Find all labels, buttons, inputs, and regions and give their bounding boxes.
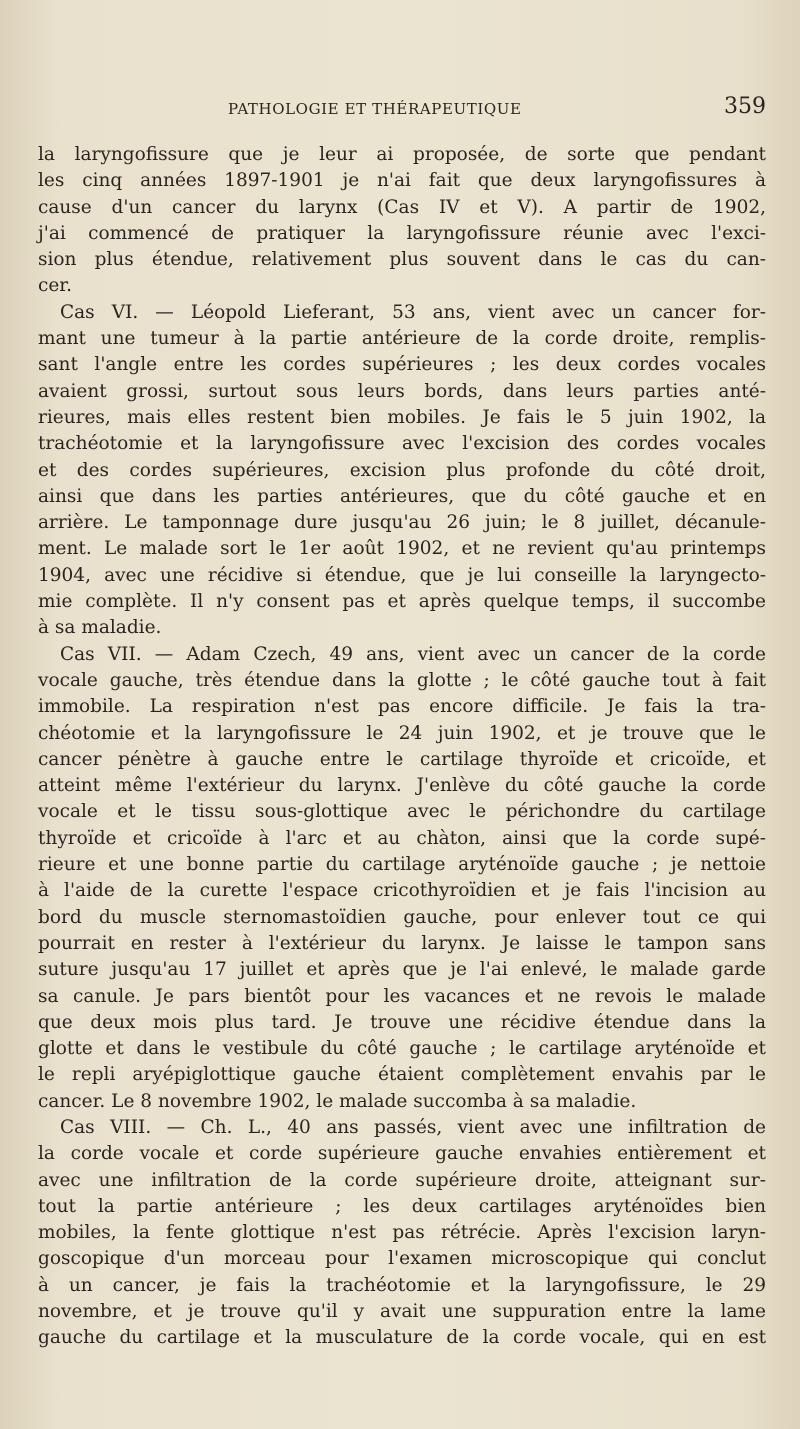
- page-number: 359: [724, 94, 766, 119]
- running-head: PATHOLOGIE ET THÉRAPEUTIQUE: [228, 100, 522, 118]
- text-line: à un cancer, je fais la trachéotomie et la laryngofissure, le 29: [38, 1274, 766, 1296]
- text-line: cause d'un cancer du larynx (Cas IV et V). A partir de 1902,: [38, 196, 766, 218]
- text-line: à sa maladie.: [38, 617, 162, 639]
- text-line: vocale et le tissu sous-glottique avec le périchondre du cartilage: [38, 801, 766, 823]
- text-line: sant l'angle entre les cordes supérieures ; les deux cordes vocales: [38, 354, 766, 376]
- text-line: pourrait en rester à l'extérieur du larynx. Je laisse le tampon sans: [38, 932, 766, 954]
- text-line: Cas VIII. — Ch. L., 40 ans passés, vient avec une infiltration de: [60, 1116, 766, 1138]
- text-line: cancer pénètre à gauche entre le cartilage thyroïde et cricoïde, et: [38, 748, 766, 770]
- text-line: gauche du cartilage et la musculature de la corde vocale, qui en est: [38, 1327, 766, 1349]
- text-line: bord du muscle sternomastoïdien gauche, pour enlever tout ce qui: [38, 906, 766, 928]
- text-line: Cas VI. — Léopold Lieferant, 53 ans, vient avec un cancer for-: [60, 301, 766, 323]
- text-line: à l'aide de la curette l'espace cricothyroïdien et je fais l'incision au: [38, 880, 766, 902]
- text-line: la laryngofissure que je leur ai proposée, de sorte que pendant: [38, 144, 766, 165]
- text-line: avaient grossi, surtout sous leurs bords, dans leurs parties anté-: [38, 380, 766, 402]
- text-line: goscopique d'un morceau pour l'examen microscopique qui conclut: [38, 1248, 766, 1270]
- text-line: rieure et une bonne partie du cartilage aryténoïde gauche ; je nettoie: [38, 854, 766, 876]
- text-line: suture jusqu'au 17 juillet et après que je l'ai enlevé, le malade garde: [38, 959, 766, 981]
- text-line: mobiles, la fente glottique n'est pas rétrécie. Après l'excision laryn-: [38, 1222, 766, 1244]
- text-line: mie complète. Il n'y consent pas et après quelque temps, il succombe: [38, 591, 766, 613]
- text-line: le repli aryépiglottique gauche étaient complètement envahis par le: [38, 1064, 766, 1086]
- text-line: immobile. La respiration n'est pas encore difficile. Je fais la tra-: [38, 696, 766, 718]
- text-line: et des cordes supérieures, excision plus profonde du côté droit,: [38, 459, 766, 481]
- text-line: tout la partie antérieure ; les deux cartilages aryténoïdes bien: [38, 1195, 766, 1217]
- text-line: atteint même l'extérieur du larynx. J'enlève du côté gauche la corde: [38, 775, 766, 797]
- text-line: chéotomie et la laryngofissure le 24 juin 1902, et je trouve que le: [38, 722, 766, 744]
- text-line: la corde vocale et corde supérieure gauche envahies entièrement et: [38, 1143, 766, 1165]
- text-line: cer.: [38, 275, 73, 297]
- text-line: mant une tumeur à la partie antérieure de la corde droite, remplis-: [38, 328, 766, 350]
- body-text: [38, 142, 766, 1352]
- text-line: sion plus étendue, relativement plus souvent dans le cas du can-: [38, 249, 766, 271]
- text-line: trachéotomie et la laryngofissure avec l'excision des cordes vocales: [38, 433, 766, 455]
- text-line: ainsi que dans les parties antérieures, que du côté gauche et en: [38, 485, 766, 507]
- text-line: les cinq années 1897-1901 je n'ai fait que deux laryngofissures à: [38, 170, 766, 192]
- text-line: sa canule. Je pars bientôt pour les vacances et ne revois le malade: [38, 985, 766, 1007]
- page-header: [228, 94, 766, 126]
- text-line: 1904, avec une récidive si étendue, que je lui conseille la laryngecto-: [38, 564, 766, 586]
- text-line: novembre, et je trouve qu'il y avait une suppuration entre la lame: [38, 1301, 766, 1323]
- text-line: rieures, mais elles restent bien mobiles. Je fais le 5 juin 1902, la: [38, 406, 766, 428]
- text-line: vocale gauche, très étendue dans la glotte ; le côté gauche tout à fait: [38, 669, 766, 691]
- text-line: que deux mois plus tard. Je trouve une récidive étendue dans la: [38, 1011, 766, 1033]
- text-line: ment. Le malade sort le 1er août 1902, et ne revient qu'au printemps: [38, 538, 766, 560]
- text-line: thyroïde et cricoïde à l'arc et au chàton, ainsi que la corde supé-: [38, 827, 766, 849]
- text-line: avec une infiltration de la corde supérieure droite, atteignant sur-: [38, 1169, 766, 1191]
- text-line: arrière. Le tamponnage dure jusqu'au 26 juin; le 8 juillet, décanule-: [38, 512, 766, 534]
- text-line: cancer. Le 8 novembre 1902, le malade succomba à sa maladie.: [38, 1090, 637, 1112]
- text-line: glotte et dans le vestibule du côté gauche ; le cartilage aryténoïde et: [38, 1038, 766, 1060]
- text-line: j'ai commencé de pratiquer la laryngofissure réunie avec l'exci-: [38, 222, 766, 244]
- text-line: Cas VII. — Adam Czech, 49 ans, vient avec un cancer de la corde: [60, 643, 766, 665]
